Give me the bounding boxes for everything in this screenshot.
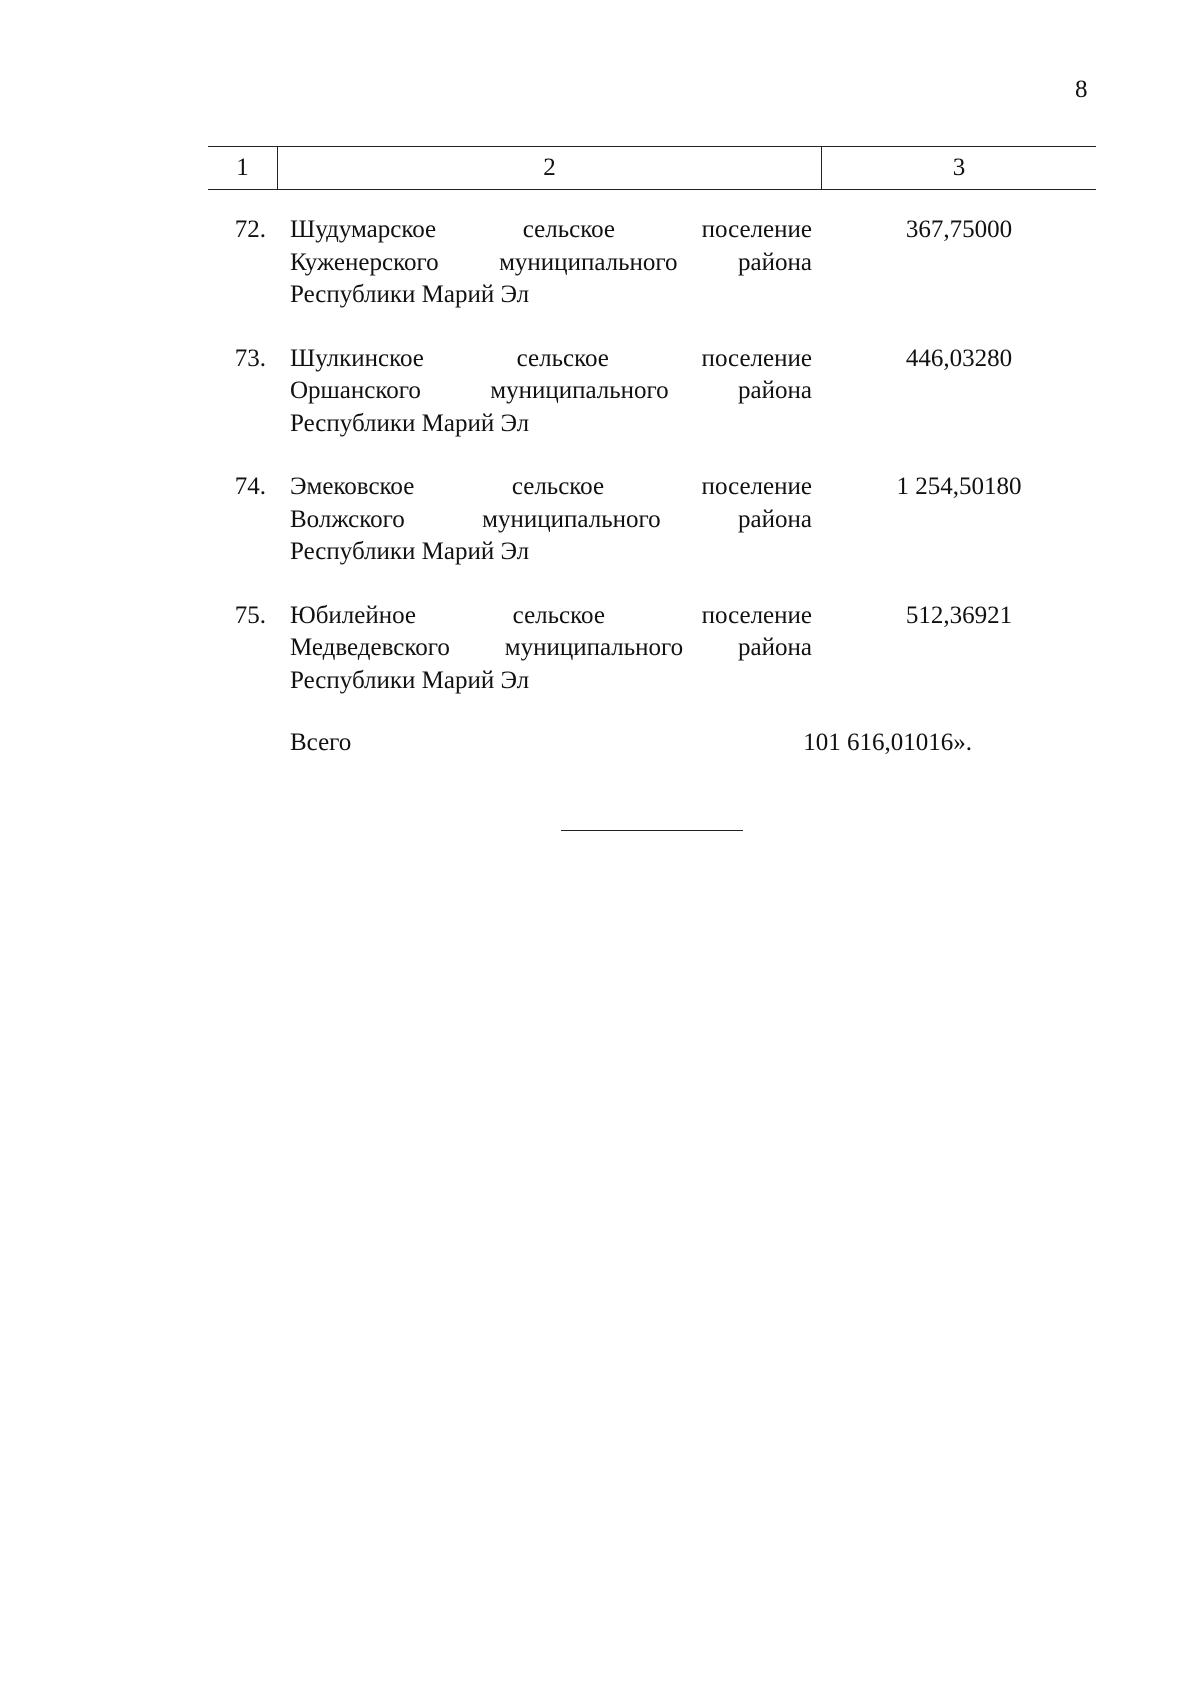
- column-header-3: 3: [952, 154, 966, 181]
- column-header-2: 2: [278, 147, 822, 189]
- page-number: 8: [1075, 76, 1088, 103]
- settlement-name-line: Медведевского муниципального района: [290, 634, 812, 661]
- total-label: Всего: [290, 729, 352, 756]
- amount-value: 446,03280: [905, 344, 1013, 372]
- settlement-name-line: Оршанского муниципального района: [290, 377, 812, 404]
- settlement-name-line: Республики Марий Эл: [290, 538, 530, 565]
- table-header: [208, 146, 1096, 190]
- row-number: 73.: [234, 344, 266, 372]
- settlement-name-line: Республики Марий Эл: [290, 281, 530, 308]
- amount-value: 367,75000: [905, 216, 1013, 243]
- settlement-name-line: Республики Марий Эл: [290, 666, 530, 694]
- settlement-name: [290, 343, 812, 441]
- table-row: [208, 600, 1096, 698]
- settlement-name-line: Волжского муниципального района: [290, 505, 812, 533]
- settlement-name: [290, 214, 812, 312]
- settlement-name-line: Республики Марий Эл: [290, 409, 530, 437]
- settlement-name-line: Юбилейное сельское поселение: [290, 601, 812, 629]
- settlement-name: [290, 600, 812, 698]
- settlement-name-line: Шулкинское сельское поселение: [290, 344, 812, 372]
- total-row: [208, 727, 1096, 760]
- row-number: 72.: [234, 216, 266, 243]
- amount-value: 512,36921: [905, 601, 1013, 629]
- amount-value: 1 254,50180: [896, 473, 1022, 500]
- row-number: 75.: [234, 601, 266, 629]
- table-body: [208, 214, 1096, 760]
- settlement-name: [290, 471, 812, 569]
- table-row: [208, 214, 1096, 312]
- total-value: 101 616,01016».: [803, 729, 973, 756]
- column-header-1: 1: [208, 147, 278, 189]
- table-row: [208, 471, 1096, 569]
- settlement-name-line: Куженерского муниципального района: [290, 248, 812, 276]
- settlement-name-line: Шудумарское сельское поселение: [290, 216, 812, 243]
- row-number: 74.: [234, 473, 266, 500]
- settlement-name-line: Эмековское сельское поселение: [290, 473, 812, 500]
- table-row: [208, 343, 1096, 441]
- end-divider: [561, 830, 743, 831]
